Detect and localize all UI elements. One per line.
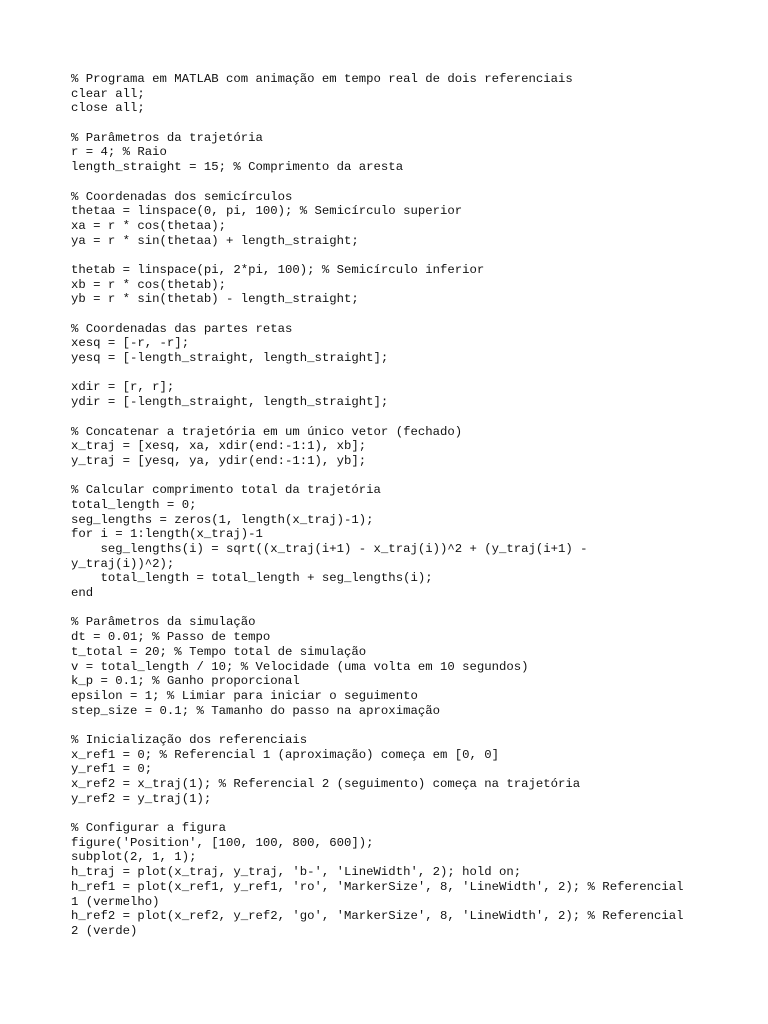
code-line: close all; <box>71 101 145 116</box>
code-line <box>71 175 731 190</box>
code-line: subplot(2, 1, 1); <box>71 850 197 865</box>
code-line: x_ref1 = 0; % Referencial 1 (aproximação) começa em [0, 0] <box>71 747 500 762</box>
code-line: % Coordenadas das partes retas <box>71 321 293 336</box>
code-line: xa = r * cos(thetaa); <box>71 218 226 233</box>
code-line: clear all; <box>71 86 145 101</box>
code-line: % Concatenar a trajetória em um único vetor (fechado) <box>71 424 463 439</box>
code-line: % Calcular comprimento total da trajetória <box>71 483 381 498</box>
code-line: 2 (verde) <box>71 923 138 938</box>
code-line: yb = r * sin(thetab) - length_straight; <box>71 292 359 307</box>
code-line: total_length = 0; <box>71 497 197 512</box>
code-line: end <box>71 586 94 601</box>
code-line <box>71 307 731 322</box>
code-line: x_traj = [xesq, xa, xdir(end:-1:1), xb]; <box>71 439 367 454</box>
code-line <box>71 806 731 821</box>
matlab-code-block <box>71 72 731 939</box>
code-line: y_traj(i))^2); <box>71 556 175 571</box>
code-line: xb = r * cos(thetab); <box>71 277 226 292</box>
code-line: y_traj = [yesq, ya, ydir(end:-1:1), yb]; <box>71 453 367 468</box>
code-line: total_length = total_length + seg_lengths(i); <box>71 571 433 586</box>
code-line: 1 (vermelho) <box>71 894 160 909</box>
code-line: dt = 0.01; % Passo de tempo <box>71 630 271 645</box>
code-line: seg_lengths(i) = sqrt((x_traj(i+1) - x_traj(i))^2 + (y_traj(i+1) - <box>71 542 588 556</box>
code-line: x_ref2 = x_traj(1); % Referencial 2 (seguimento) começa na trajetória <box>71 777 581 791</box>
code-line: xdir = [r, r]; <box>71 380 175 395</box>
code-line <box>71 366 731 381</box>
code-line: ya = r * sin(thetaa) + length_straight; <box>71 233 359 248</box>
code-line: t_total = 20; % Tempo total de simulação <box>71 644 367 659</box>
code-line: % Parâmetros da simulação <box>71 615 256 630</box>
code-line: v = total_length / 10; % Velocidade (uma volta em 10 segundos) <box>71 659 529 674</box>
code-line: thetab = linspace(pi, 2*pi, 100); % Semicírculo inferior <box>71 262 485 277</box>
code-line: y_ref2 = y_traj(1); <box>71 791 212 806</box>
code-line <box>71 410 731 425</box>
code-line: h_ref2 = plot(x_ref2, y_ref2, 'go', 'MarkerSize', 8, 'LineWidth', 2); % Referencial <box>71 909 684 924</box>
code-line: for i = 1:length(x_traj)-1 <box>71 527 263 542</box>
code-line: yesq = [-length_straight, length_straight]; <box>71 351 389 366</box>
code-line <box>71 469 731 484</box>
code-line: h_ref1 = plot(x_ref1, y_ref1, 'ro', 'MarkerSize', 8, 'LineWidth', 2); % Referencial <box>71 879 684 894</box>
code-line: h_traj = plot(x_traj, y_traj, 'b-', 'LineWidth', 2); hold on; <box>71 865 522 880</box>
code-line <box>71 248 731 263</box>
code-line: xesq = [-r, -r]; <box>71 336 190 351</box>
code-line: thetaa = linspace(0, pi, 100); % Semicírculo superior <box>71 204 463 219</box>
code-line: seg_lengths = zeros(1, length(x_traj)-1); <box>71 512 374 527</box>
code-line: % Coordenadas dos semicírculos <box>71 189 293 204</box>
code-line: % Programa em MATLAB com animação em tempo real de dois referenciais <box>71 72 573 86</box>
code-line: figure('Position', [100, 100, 800, 600]); <box>71 835 374 850</box>
code-line: k_p = 0.1; % Ganho proporcional <box>71 674 300 689</box>
code-line <box>71 718 731 733</box>
code-line: y_ref1 = 0; <box>71 762 153 777</box>
code-line: length_straight = 15; % Comprimento da aresta <box>71 160 404 175</box>
code-line: ydir = [-length_straight, length_straight]; <box>71 395 389 410</box>
code-line <box>71 601 731 616</box>
code-line: r = 4; % Raio <box>71 145 167 160</box>
code-line: step_size = 0.1; % Tamanho do passo na aproximação <box>71 703 440 718</box>
code-line: epsilon = 1; % Limiar para iniciar o seguimento <box>71 688 418 703</box>
code-line <box>71 116 731 131</box>
code-line: % Configurar a figura <box>71 821 226 836</box>
code-line: % Parâmetros da trajetória <box>71 130 263 145</box>
code-line: % Inicialização dos referenciais <box>71 732 308 747</box>
